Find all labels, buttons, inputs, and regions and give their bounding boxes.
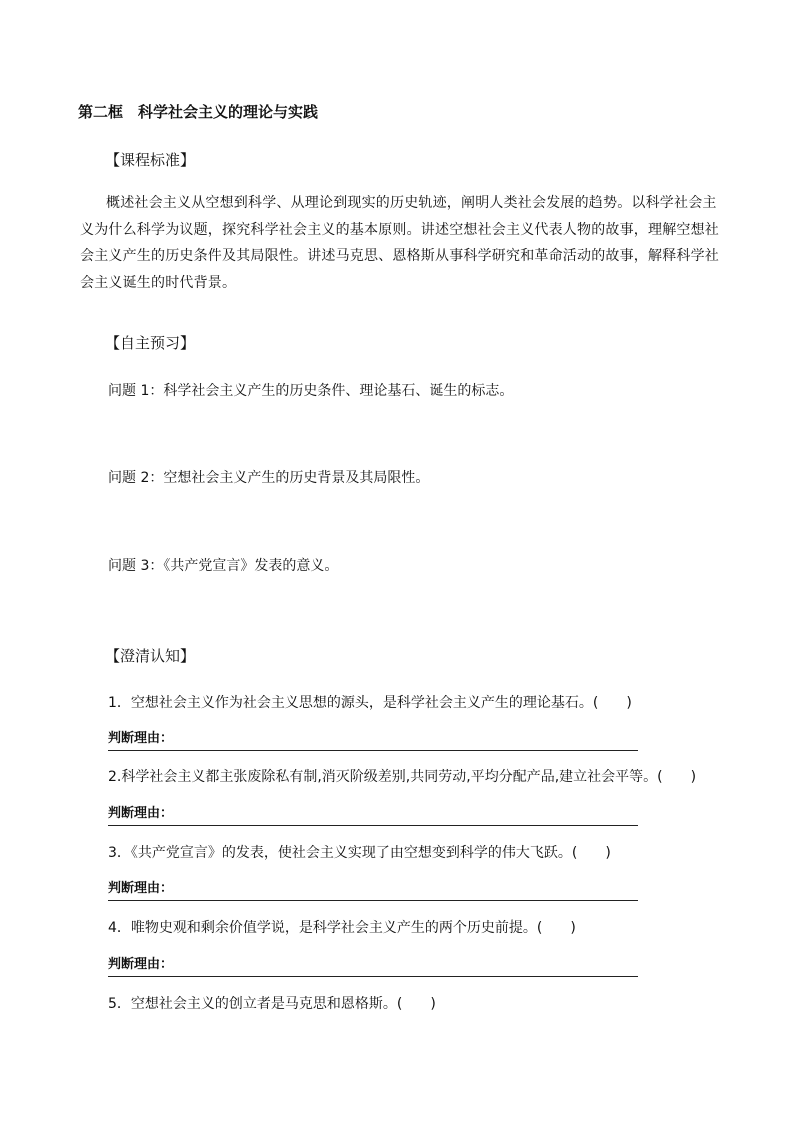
reason-line-4[interactable]: 判断理由： bbox=[108, 954, 638, 977]
reason-line-2[interactable]: 判断理由： bbox=[108, 803, 638, 826]
judgment-item-5: 5．空想社会主义的创立者是马克思和恩格斯。( ) bbox=[108, 996, 436, 1012]
section-heading-clarify: 【澄清认知】 bbox=[105, 647, 196, 665]
section-heading-standard: 【课程标准】 bbox=[105, 151, 196, 169]
judgment-item-3: 3．《共产党宣言》的发表，使社会主义实现了由空想变到科学的伟大飞跃。( ) bbox=[108, 845, 611, 861]
page-title: 第二框 科学社会主义的理论与实践 bbox=[78, 103, 319, 121]
section-heading-preview: 【自主预习】 bbox=[105, 334, 196, 352]
question-3: 问题 3：《共产党宣言》发表的意义。 bbox=[108, 558, 339, 574]
question-1: 问题 1：科学社会主义产生的历史条件、理论基石、诞生的标志。 bbox=[108, 383, 514, 399]
reason-line-1[interactable]: 判断理由： bbox=[108, 728, 638, 751]
judgment-item-2: 2.科学社会主义都主张废除私有制,消灭阶级差别,共同劳动,平均分配产品,建立社会平等。( ) bbox=[108, 769, 697, 785]
question-2: 问题 2：空想社会主义产生的历史背景及其局限性。 bbox=[108, 470, 430, 486]
judgment-item-1: 1．空想社会主义作为社会主义思想的源头，是科学社会主义产生的理论基石。( ) bbox=[108, 695, 632, 711]
standard-paragraph: 概述社会主义从空想到科学、从理论到现实的历史轨迹，阐明人类社会发展的趋势。以科学社会主义为什么科学为议题，探究科学社会主义的基本原则。讲述空想社会主义代表人物的故事，理解空想社会主义产生的历史条件及其局限性。讲述马克思、恩格斯从事科学研究和革命活动的故事，解释科学社会主义诞生的时代背景。 bbox=[80, 195, 719, 291]
reason-line-3[interactable]: 判断理由： bbox=[108, 878, 638, 901]
judgment-item-4: 4．唯物史观和剩余价值学说，是科学社会主义产生的两个历史前提。( ) bbox=[108, 920, 576, 936]
